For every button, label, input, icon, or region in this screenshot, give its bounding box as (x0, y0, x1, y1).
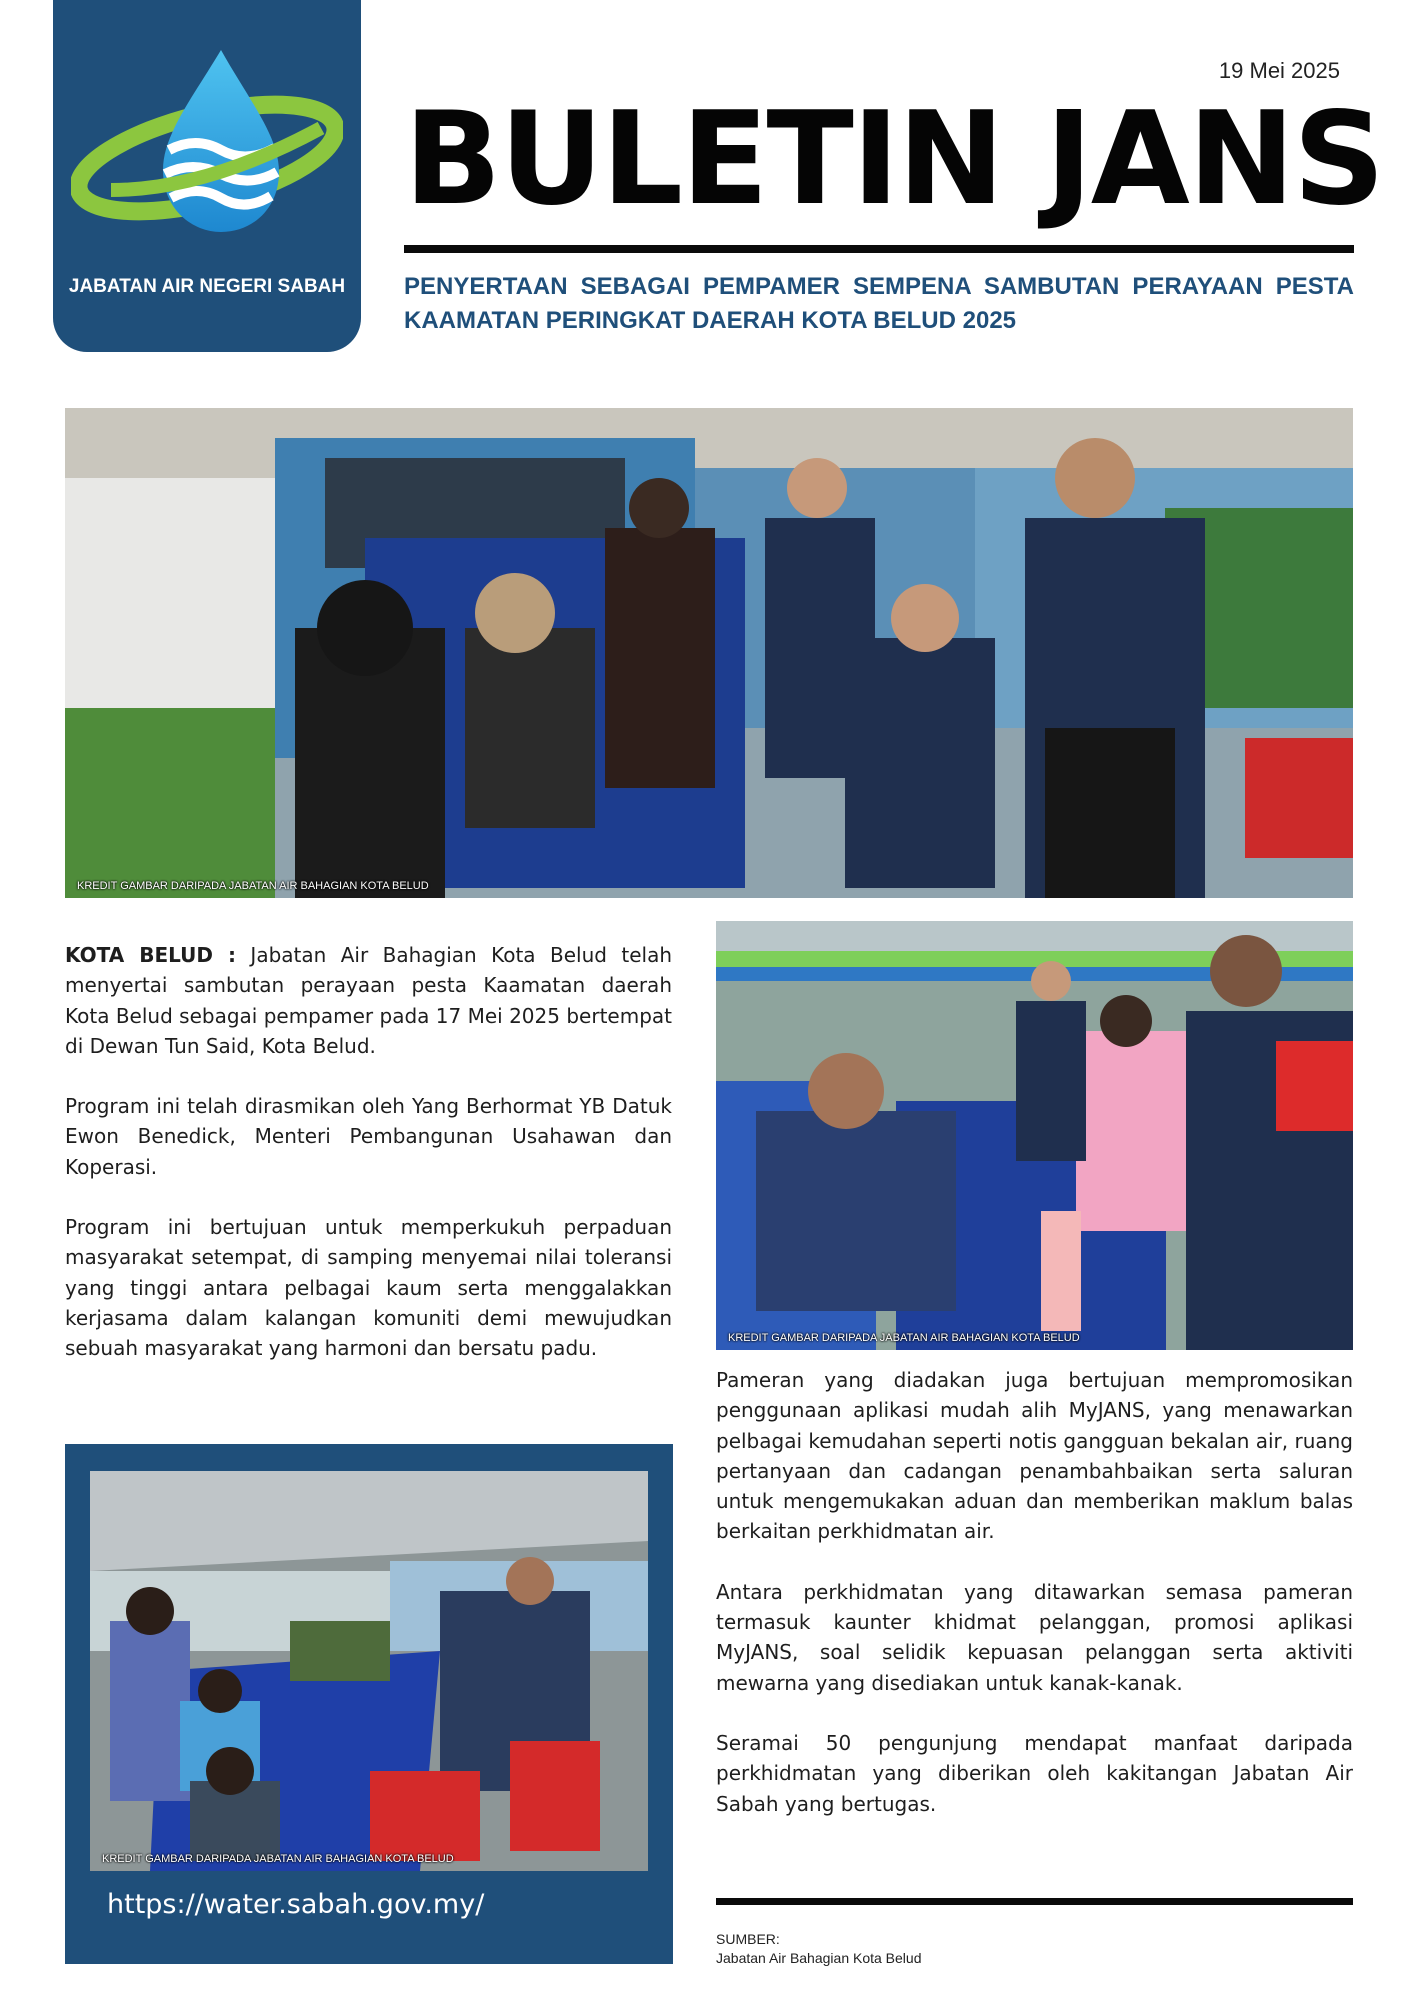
article-right-column (716, 1365, 1353, 1849)
exhibition-booth-image (65, 408, 1353, 898)
masthead-rule (404, 245, 1354, 253)
paragraph-3: Program ini bertujuan untuk memperkukuh perpaduan masyarakat setempat, di samping menyemai nilai toleransi yang tinggi antara pelbagai kaum serta menggalakkan kerjasama dalam kalangan komuniti demi mewujudkan sebuah masyarakat yang harmoni dan bersatu padu. (65, 1215, 672, 1361)
source-label: SUMBER: (716, 1931, 780, 1947)
booth-photo-right (716, 921, 1353, 1350)
paragraph-1-text: Jabatan Air Bahagian Kota Belud telah menyertai sambutan perayaan pesta Kaamatan daerah Kota Belud sebagai pempamer pada 17 Mei 2025 bertempat di Dewan Tun Said, Kota Belud. (65, 943, 672, 1058)
children-coloring-image (90, 1471, 648, 1871)
photo-credit-right: KREDIT GAMBAR DARIPADA JABATAN AIR BAHAGIAN KOTA BELUD (728, 1332, 1080, 1344)
masthead-title: BULETIN JANS (404, 85, 1384, 234)
article-left-column (65, 940, 672, 1394)
paragraph-2: Program ini telah dirasmikan oleh Yang Berhormat YB Datuk Ewon Benedick, Menteri Pembangunan Usahawan dan Koperasi. (65, 1094, 672, 1179)
photo-credit: KREDIT GAMBAR DARIPADA JABATAN AIR BAHAGIAN KOTA BELUD (77, 880, 429, 892)
lead-label: KOTA BELUD : (65, 943, 236, 967)
article-headline: PENYERTAAN SEBAGAI PEMPAMER SEMPENA SAMBUTAN PERAYAAN PESTA KAAMATAN PERINGKAT DAERAH KOTA BELUD 2025 (404, 273, 1354, 334)
footer-rule (716, 1898, 1353, 1905)
issue-date: 19 Mei 2025 (1218, 58, 1340, 83)
photo-credit-children: KREDIT GAMBAR DARIPADA JABATAN AIR BAHAGIAN KOTA BELUD (102, 1853, 454, 1865)
water-drop-logo-icon (71, 40, 343, 260)
paragraph-6: Seramai 50 pengunjung mendapat manfaat daripada perkhidmatan yang diberikan oleh kakitangan Jabatan Air Sabah yang bertugas. (716, 1730, 1353, 1816)
paragraph-5: Antara perkhidmatan yang ditawarkan semasa pameran termasuk kaunter khidmat pelanggan, promosi aplikasi MyJANS, soal selidik kepuasan pelanggan serta aktiviti mewarna yang disediakan untuk kanak-kanak. (716, 1579, 1353, 1695)
main-photo (65, 408, 1353, 898)
paragraph-4: Pameran yang diadakan juga bertujuan mempromosikan penggunaan aplikasi mudah alih MyJANS, yang menawarkan pelbagai kemudahan seperti notis gangguan bekalan air, ruang pertanyaan dan cadangan penambahbaikan serta saluran untuk mengemukakan aduan dan memberikan maklum balas berkaitan perkhidmatan air. (716, 1368, 1354, 1544)
jans-logo-block (53, 0, 361, 352)
source-value: Jabatan Air Bahagian Kota Belud (716, 1950, 922, 1966)
visitors-booth-image (716, 921, 1353, 1350)
source-credit (716, 1930, 922, 1968)
logo-caption: JABATAN AIR NEGERI SABAH (68, 276, 346, 297)
paragraph-1 (65, 940, 672, 1061)
website-link[interactable]: https://water.sabah.gov.my/ (107, 1889, 485, 1920)
website-panel (65, 1444, 673, 1964)
children-activity-photo (90, 1471, 648, 1871)
